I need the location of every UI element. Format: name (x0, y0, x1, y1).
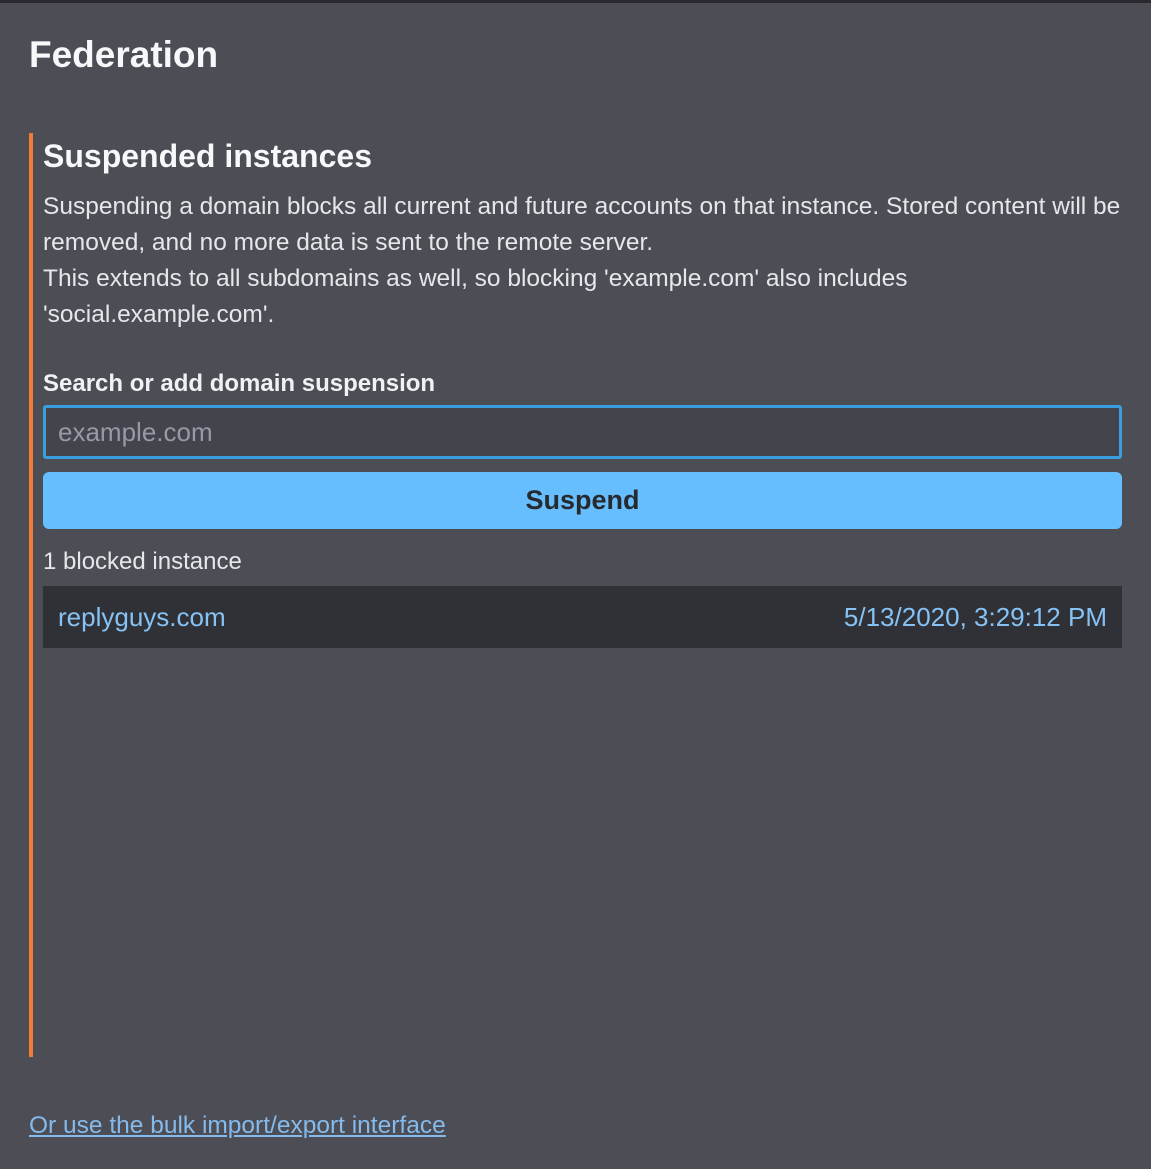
section-description-line1: Suspending a domain blocks all current and future accounts on that instance. Stored content will be removed, and no more data is sent to the remote server. (43, 193, 1121, 256)
suspend-button[interactable]: Suspend (43, 472, 1122, 529)
domain-suspension-label: Search or add domain suspension (43, 370, 436, 397)
section-title: Suspended instances (43, 138, 372, 174)
blocked-instance-count: 1 blocked instance (43, 548, 242, 575)
window-top-edge (0, 0, 1151, 3)
section-description (43, 189, 1122, 333)
section-description-line2: This extends to all subdomains as well, so blocking 'example.com' also includes 'social.example.com'. (43, 265, 908, 328)
page-title: Federation (29, 34, 219, 75)
suspended-instances-section (29, 133, 1122, 1057)
blocked-instance-row[interactable] (43, 586, 1122, 648)
instance-domain-link[interactable]: replyguys.com (58, 601, 226, 632)
bulk-import-export-link[interactable]: Or use the bulk import/export interface (29, 1112, 446, 1139)
instance-suspended-date: 5/13/2020, 3:29:12 PM (843, 601, 1107, 632)
domain-search-input[interactable] (43, 405, 1122, 459)
